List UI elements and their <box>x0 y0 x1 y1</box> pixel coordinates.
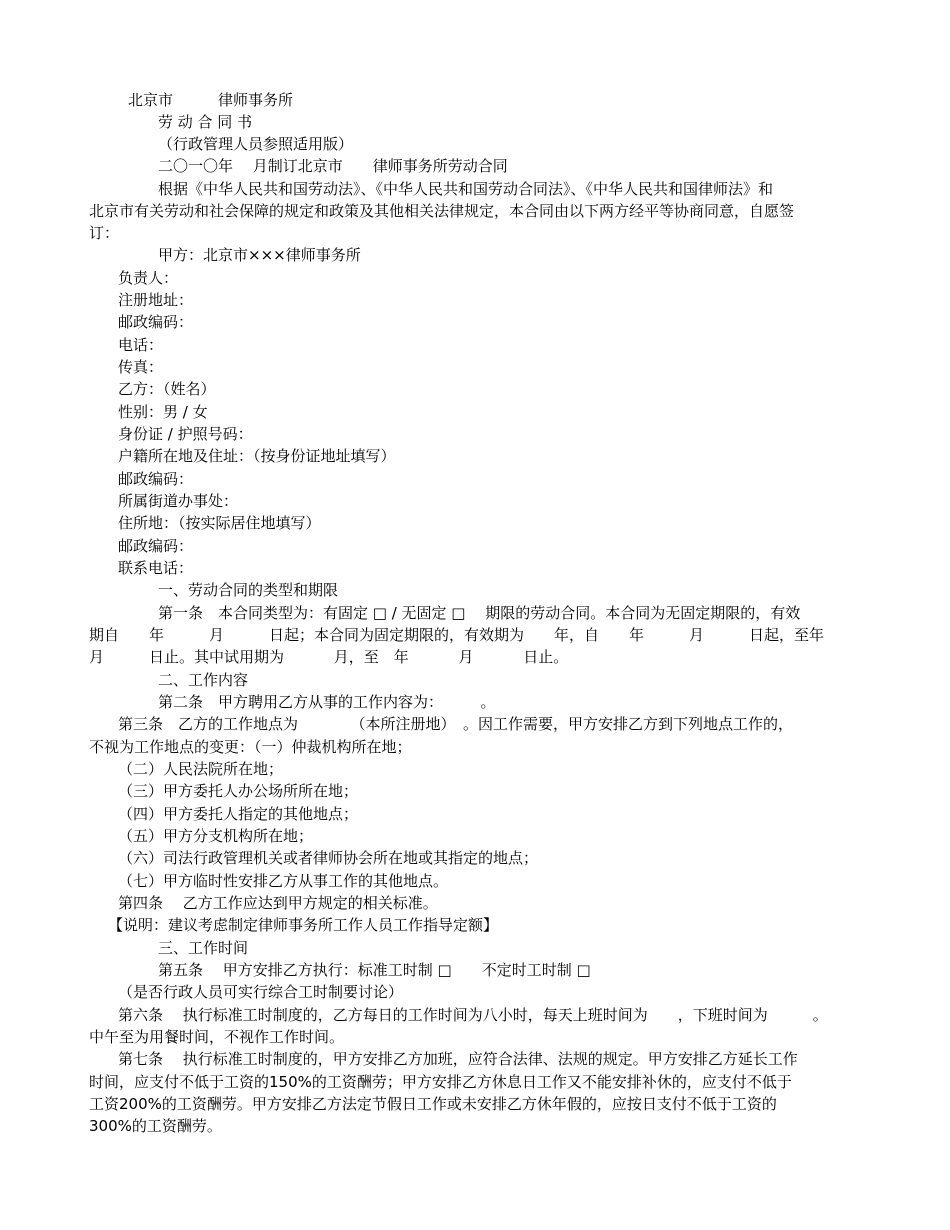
party-a-phone: 电话： <box>118 336 164 354</box>
location-item-3: （三）甲方委托人办公场所所在地； <box>118 782 359 800</box>
party-a-responsible-person: 负责人： <box>118 269 179 287</box>
location-item-5: （五）甲方分支机构所在地； <box>118 827 314 845</box>
location-item-7: （七）甲方临时性安排乙方从事工作的其他地点。 <box>118 872 449 890</box>
party-a-registered-address: 注册地址： <box>118 291 194 309</box>
party-b-gender: 性别：男 / 女 <box>118 403 208 421</box>
article-1-line-2: 期自 年 月 日起；本合同为固定期限的，有效期为 年，自 年 月 日起，至年 <box>89 626 825 644</box>
preamble-line-1: 根据《中华人民共和国劳动法》、《中华人民共和国劳动合同法》、《中华人民共和国律师法》和 <box>158 180 774 198</box>
article-4-note: 【说明：建议考虑制定律师事务所工作人员工作指导定额】 <box>108 916 499 934</box>
article-1-line-3: 月 日止。其中试用期为 月，至 年 月 日止。 <box>89 648 569 666</box>
article-6-line-1: 第六条 执行标准工时制度的，乙方每日的工作时间为八小时，每天上班时间为 ，下班时间为 。 <box>118 1006 828 1024</box>
article-3-line-1: 第三条 乙方的工作地点为 （本所注册地） 。因工作需要，甲方安排乙方到下列地点工作的， <box>118 715 794 733</box>
section-2-heading: 二、工作内容 <box>158 671 249 689</box>
article-4: 第四条 乙方工作应达到甲方规定的相关标准。 <box>118 894 438 912</box>
party-a-fax: 传真： <box>118 358 164 376</box>
location-item-6: （六）司法行政管理机关或者律师协会所在地或其指定的地点； <box>118 849 539 867</box>
article-6-line-2: 中午至为用餐时间，不视作工作时间。 <box>89 1028 345 1046</box>
article-5-note: （是否行政人员可实行综合工时制要讨论） <box>118 983 404 1001</box>
article-7-line-2: 时间，应支付不低于工资的150%的工资酬劳；甲方安排乙方休息日工作又不能安排补休的，应支付不低于 <box>89 1073 792 1091</box>
section-3-heading: 三、工作时间 <box>158 939 249 957</box>
document-subtitle: （行政管理人员参照适用版） <box>158 135 354 153</box>
party-b-id-number: 身份证 / 护照号码： <box>118 425 253 443</box>
article-5: 第五条 甲方安排乙方执行：标准工时制 □ 不定时工时制 □ <box>158 961 591 979</box>
party-b-postal-code-2: 邮政编码： <box>118 537 194 555</box>
article-2: 第二条 甲方聘用乙方从事的工作内容为： 。 <box>158 693 496 711</box>
document-title: 劳 动 合 同 书 <box>158 113 253 131</box>
location-item-2: （二）人民法院所在地； <box>118 760 284 778</box>
party-a-name: 甲方：北京市×××律师事务所 <box>158 246 361 264</box>
location-item-4: （四）甲方委托人指定的其他地点； <box>118 805 359 823</box>
issue-date-line: 二〇一〇年 月制订北京市 律师事务所劳动合同 <box>158 157 508 175</box>
preamble-line-3: 订： <box>89 224 120 242</box>
article-1-line-1: 第一条 本合同类型为：有固定 □ / 无固定 □ 期限的劳动合同。本合同为无固定期限的，有效 <box>158 604 801 622</box>
party-b-postal-code-1: 邮政编码： <box>118 470 194 488</box>
party-b-name: 乙方：（姓名） <box>118 380 216 398</box>
party-b-subdistrict-office: 所属街道办事处： <box>118 492 239 510</box>
party-a-postal-code: 邮政编码： <box>118 313 194 331</box>
preamble-line-2: 北京市有关劳动和社会保障的规定和政策及其他相关法律规定，本合同由以下两方经平等协商同意，自愿签 <box>89 202 795 220</box>
party-b-residence: 住所地：（按实际居住地填写） <box>118 514 321 532</box>
party-b-household-address: 户籍所在地及住址：（按身份证地址填写） <box>118 447 396 465</box>
section-1-heading: 一、劳动合同的类型和期限 <box>158 581 339 599</box>
article-7-line-4: 300%的工资酬劳。 <box>89 1117 222 1135</box>
article-3-line-2: 不视为工作地点的变更：（一）仲裁机构所在地； <box>89 738 412 756</box>
firm-name-line: 北京市 律师事务所 <box>128 91 294 109</box>
article-7-line-3: 工资200%的工资酬劳。甲方安排乙方法定节假日工作或未安排乙方休年假的，应按日支付不低于工资的 <box>89 1095 777 1113</box>
party-b-contact-phone: 联系电话： <box>118 559 194 577</box>
article-7-line-1: 第七条 执行标准工时制度的，甲方安排乙方加班，应符合法律、法规的规定。甲方安排乙方延长工作 <box>118 1050 798 1068</box>
